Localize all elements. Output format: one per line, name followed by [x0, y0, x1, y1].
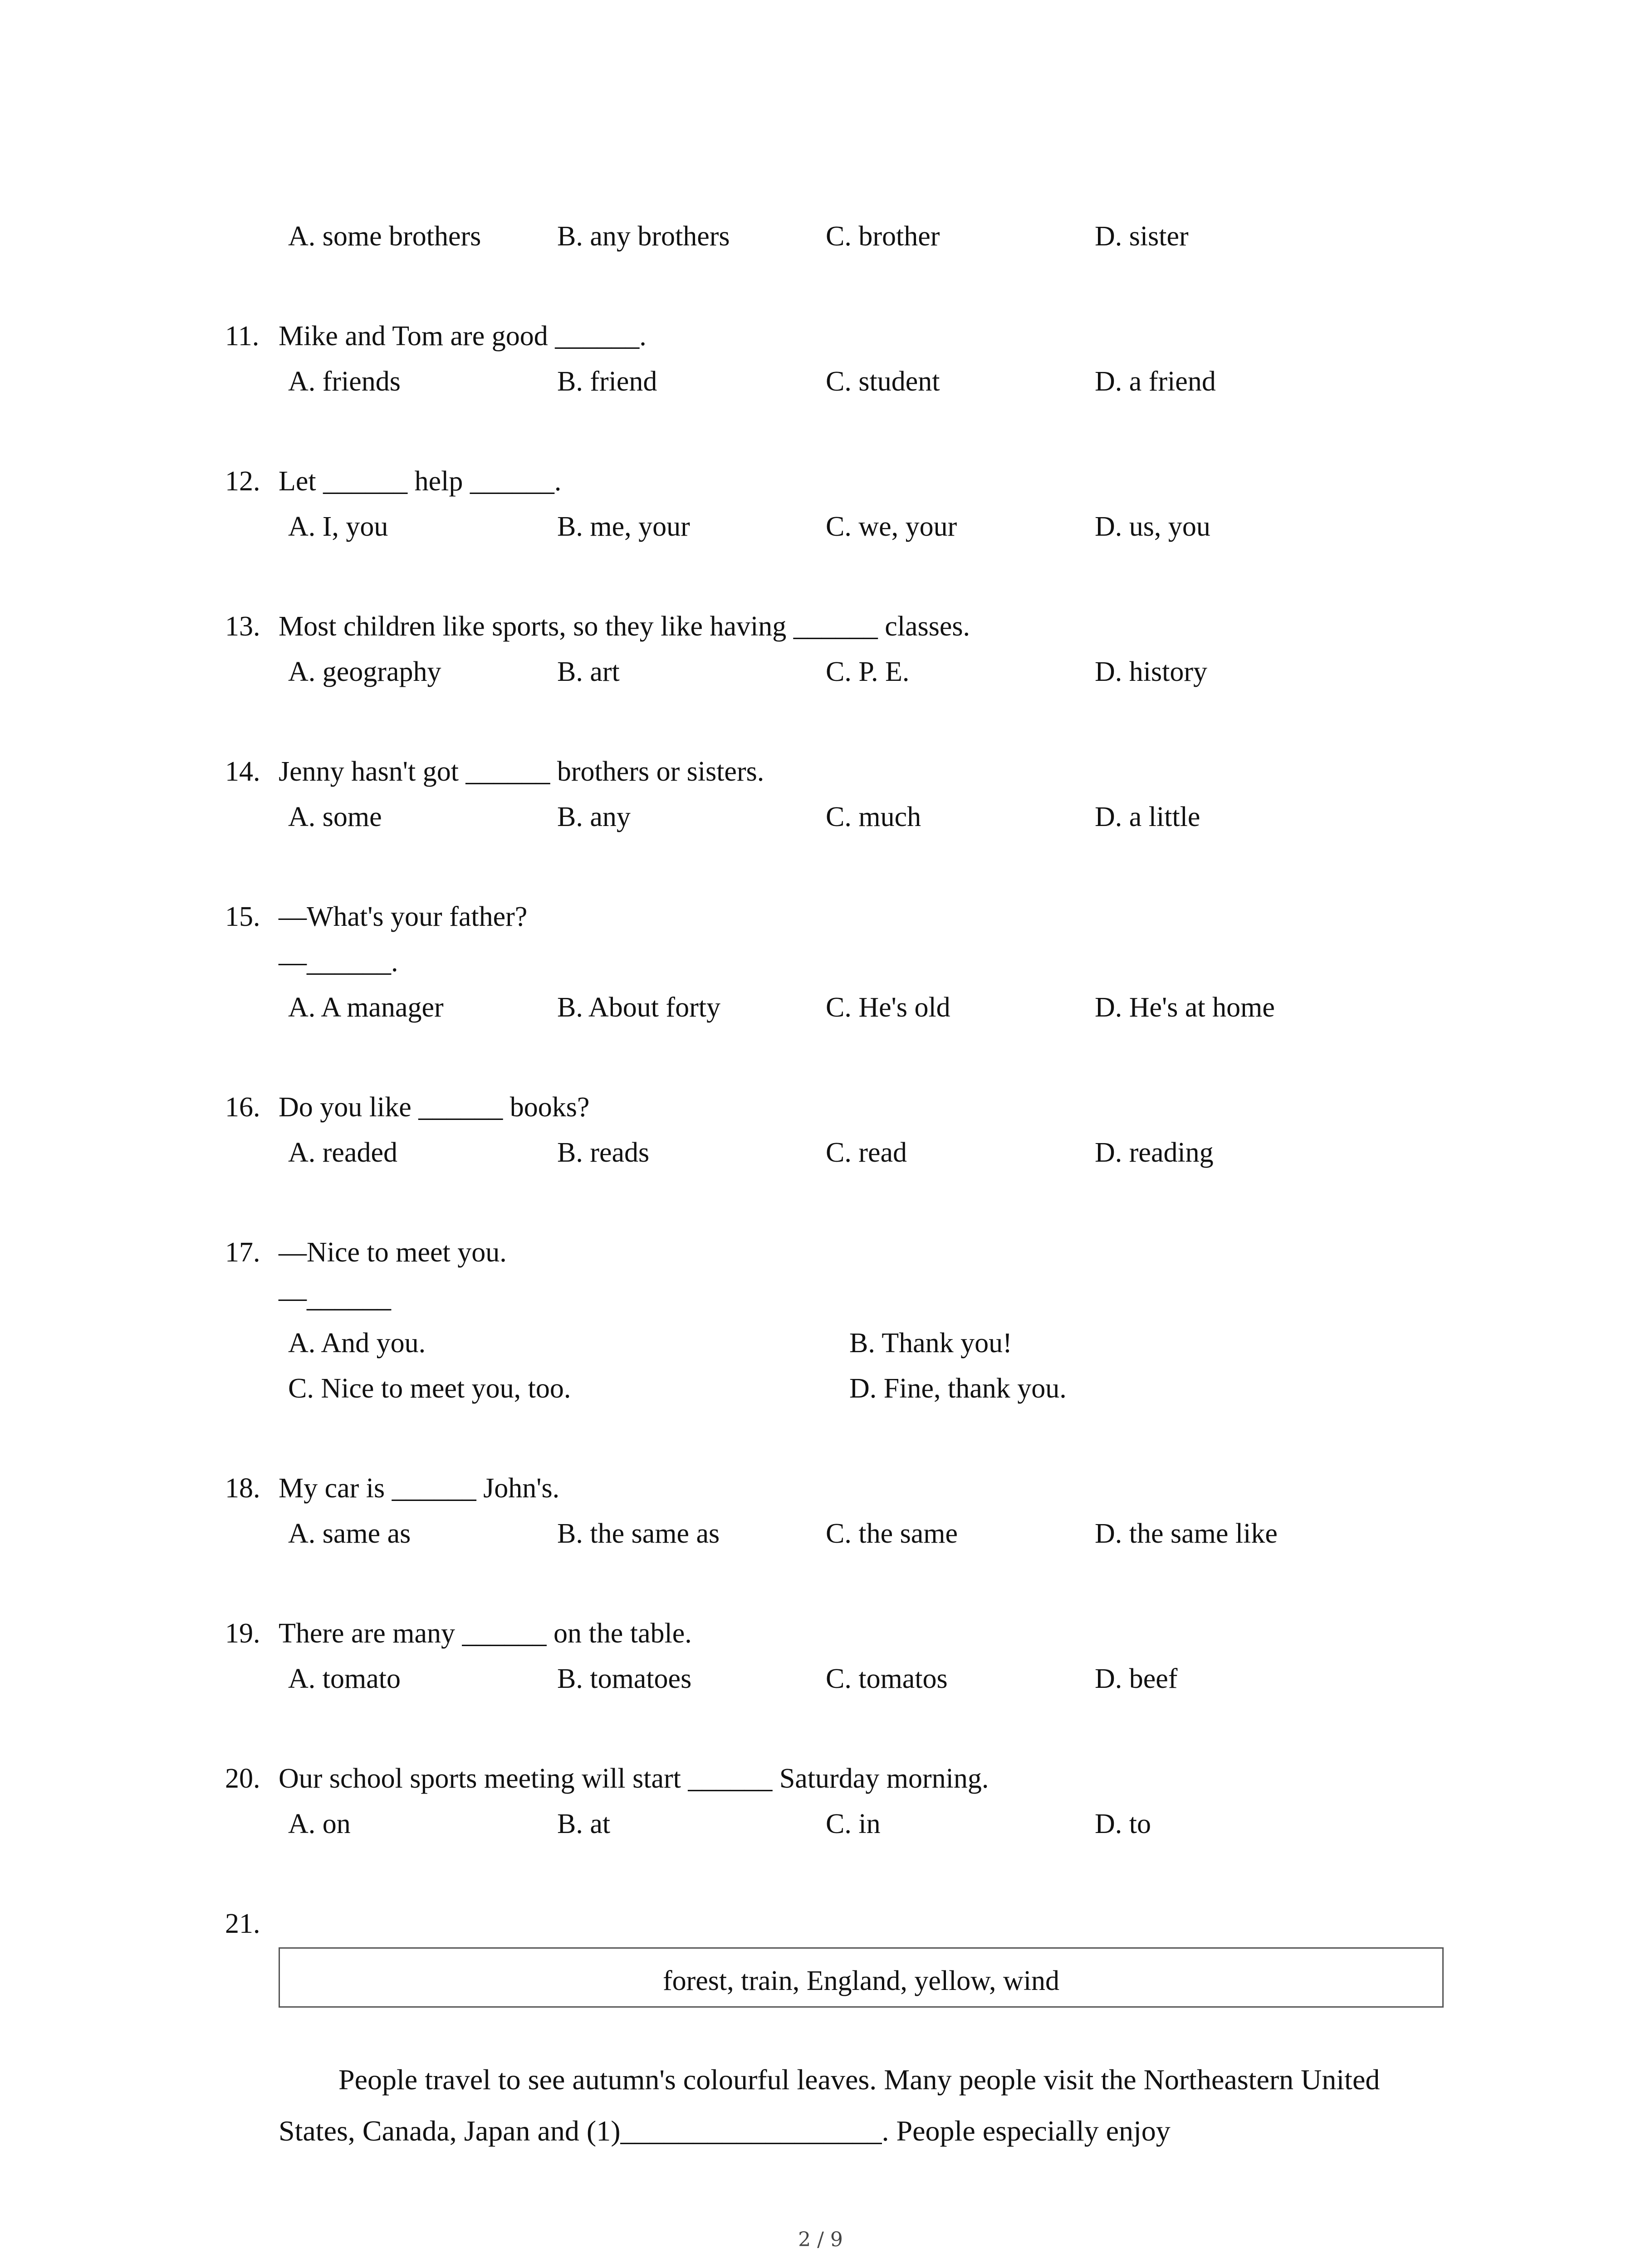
- question-stem: —Nice to meet you.: [279, 1237, 507, 1268]
- question-number: 21.: [225, 1908, 260, 1939]
- option-c: C. P. E.: [826, 656, 910, 687]
- option-d: D. beef: [1095, 1663, 1178, 1694]
- word-bank-box: [279, 1947, 1444, 2008]
- option-a: A. friends: [288, 366, 401, 397]
- question-number: 11.: [225, 321, 260, 352]
- option-b: B. art: [557, 656, 620, 687]
- option-a: A. on: [288, 1809, 351, 1839]
- option-b: B. Thank you!: [849, 1328, 1012, 1359]
- option-d: D. the same like: [1095, 1518, 1278, 1549]
- option-b: B. friend: [557, 366, 657, 397]
- option-a: A. And you.: [288, 1328, 426, 1359]
- option-b: B. reads: [557, 1137, 650, 1168]
- question-number: 20.: [225, 1763, 260, 1794]
- option-c: C. in: [826, 1809, 881, 1839]
- option-c: C. the same: [826, 1518, 958, 1549]
- question-stem: Jenny hasn't got ______ brothers or sisters.: [279, 756, 764, 787]
- question-stem: Our school sports meeting will start ______ Saturday morning.: [279, 1763, 989, 1794]
- option-c: C. brother: [826, 221, 940, 252]
- option-d: D. history: [1095, 656, 1207, 687]
- answer-blank-line: —______.: [279, 947, 398, 978]
- option-a: A. tomato: [288, 1663, 401, 1694]
- question-number: 19.: [225, 1618, 260, 1649]
- question-number: 12.: [225, 466, 260, 497]
- passage-line: States, Canada, Japan and (1)__________________. People especially enjoy: [279, 2115, 1171, 2147]
- option-b: B. About forty: [557, 992, 720, 1023]
- question-number: 13.: [225, 611, 260, 642]
- option-c: C. Nice to meet you, too.: [288, 1373, 571, 1404]
- option-a: A. A manager: [288, 992, 444, 1023]
- question-number: 14.: [225, 756, 260, 787]
- option-c: C. much: [826, 802, 921, 832]
- question-stem: Most children like sports, so they like having ______ classes.: [279, 611, 970, 642]
- option-a: A. same as: [288, 1518, 411, 1549]
- question-stem: There are many ______ on the table.: [279, 1618, 692, 1649]
- option-c: C. He's old: [826, 992, 950, 1023]
- option-c: C. student: [826, 366, 940, 397]
- question-stem: —What's your father?: [279, 901, 528, 932]
- question-stem: My car is ______ John's.: [279, 1473, 560, 1504]
- question-number: 15.: [225, 901, 260, 932]
- option-a: A. some: [288, 802, 382, 832]
- option-a: A. some brothers: [288, 221, 481, 252]
- option-b: B. at: [557, 1809, 611, 1839]
- word-bank-text: forest, train, England, yellow, wind: [662, 1965, 1060, 1996]
- option-d: D. to: [1095, 1809, 1151, 1839]
- question-stem: Mike and Tom are good ______.: [279, 321, 647, 352]
- option-b: B. me, your: [557, 511, 690, 542]
- option-d: D. us, you: [1095, 511, 1210, 542]
- option-b: B. tomatoes: [557, 1663, 692, 1694]
- option-d: D. a little: [1095, 802, 1200, 832]
- option-b: B. the same as: [557, 1518, 720, 1549]
- question-number: 16.: [225, 1092, 260, 1123]
- answer-blank-line: —______: [279, 1282, 391, 1313]
- option-a: A. readed: [288, 1137, 397, 1168]
- option-c: C. tomatos: [826, 1663, 948, 1694]
- option-a: A. I, you: [288, 511, 388, 542]
- option-b: B. any brothers: [557, 221, 730, 252]
- option-c: C. read: [826, 1137, 907, 1168]
- passage-line: People travel to see autumn's colourful leaves. Many people visit the Northeastern United: [338, 2063, 1380, 2096]
- question-stem: Do you like ______ books?: [279, 1092, 590, 1123]
- option-d: D. sister: [1095, 221, 1189, 252]
- question-number: 18.: [225, 1473, 260, 1504]
- option-d: D. He's at home: [1095, 992, 1275, 1023]
- question-number: 17.: [225, 1237, 260, 1268]
- option-b: B. any: [557, 802, 631, 832]
- question-stem: Let ______ help ______.: [279, 466, 562, 497]
- option-d: D. reading: [1095, 1137, 1214, 1168]
- option-d: D. Fine, thank you.: [849, 1373, 1067, 1404]
- option-d: D. a friend: [1095, 366, 1216, 397]
- option-a: A. geography: [288, 656, 441, 687]
- option-c: C. we, your: [826, 511, 957, 542]
- page-number: 2 / 9: [798, 2228, 843, 2251]
